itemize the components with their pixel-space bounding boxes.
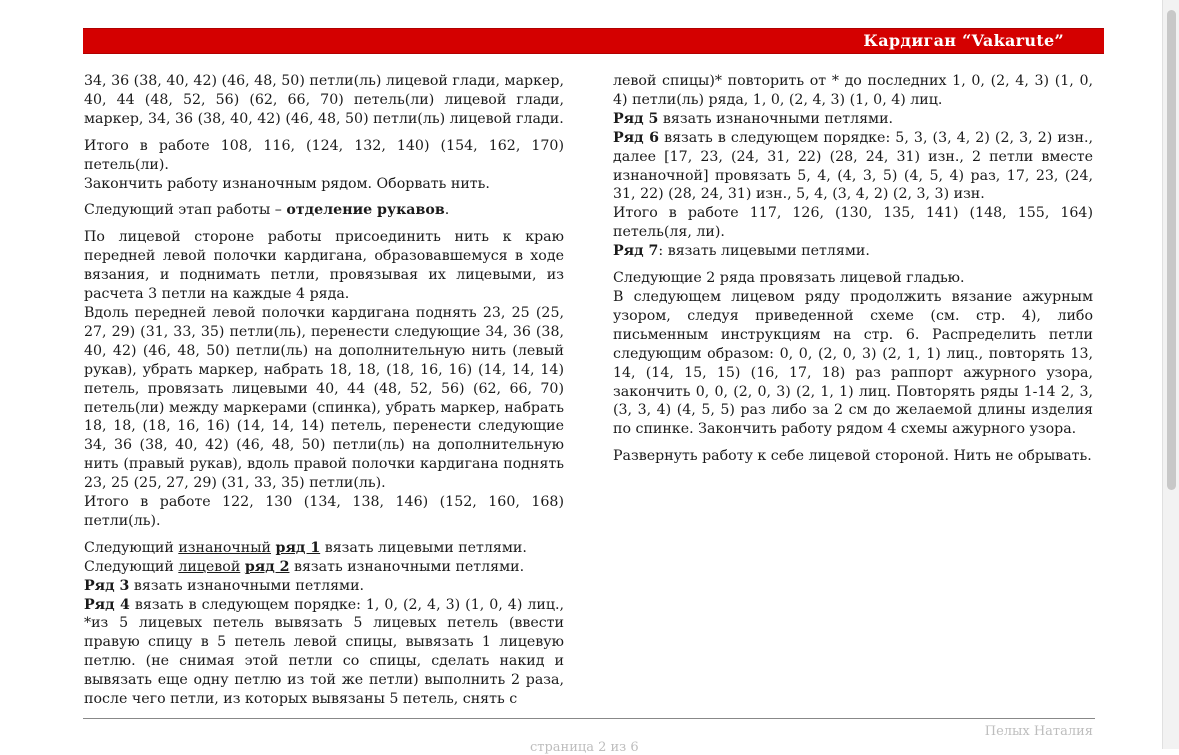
paragraph bbox=[613, 204, 1093, 242]
text-run: Следующий bbox=[84, 558, 179, 575]
text-run: Итого в работе 117, 126, (130, 135, 141) (148, 155, 164) петель(ля, ли). bbox=[613, 205, 1093, 241]
text-run: : вязать лицевыми петлями. bbox=[658, 243, 870, 260]
text-run: левой спицы)* повторить от * до последних 1, 0, (2, 4, 3) (1, 0, 4) петли(ль) ряда, 1, 0, (2, 4, 3) (1, 0, 4) лиц. bbox=[613, 73, 1093, 108]
bold-text: Ряд 4 bbox=[84, 596, 130, 613]
text-run: Развернуть работу к себе лицевой стороной. Нить не обрывать. bbox=[613, 448, 1092, 465]
paragraph-gap bbox=[84, 193, 564, 201]
text-run: По лицевой стороне работы присоединить нить к краю передней левой полочки кардигана, образовавшемуся в ходе вязания, и поднимать петли, провязывая их лицевыми, из расчета 3 петли на каждые 4 ряда. bbox=[84, 229, 564, 303]
paragraph bbox=[84, 304, 564, 493]
header-bar bbox=[83, 28, 1104, 54]
text-run: Следующий bbox=[84, 539, 179, 556]
paragraph-gap bbox=[613, 261, 1093, 269]
bold-text: Ряд 5 bbox=[613, 110, 659, 127]
paragraph-gap bbox=[613, 439, 1093, 447]
footer-divider bbox=[83, 718, 1095, 719]
right-column bbox=[613, 72, 1093, 466]
paragraph bbox=[84, 72, 564, 129]
text-run: Следующие 2 ряда провязать лицевой гладью. bbox=[613, 270, 965, 287]
text-run: вязать изнаночными петлями. bbox=[658, 110, 894, 127]
scrollbar[interactable] bbox=[1162, 0, 1179, 749]
paragraph bbox=[613, 447, 1093, 466]
bold-text: Ряд 7 bbox=[613, 243, 659, 260]
text-run: 34, 36 (38, 40, 42) (46, 48, 50) петли(ль) лицевой глади, маркер, 40, 44 (48, 52, 56) (62, 66, 70) петель(ли) лицевой глади, маркер, 34, 36 (38, 40, 42) (46, 48, 50) петли(ль) лицевой глади. bbox=[84, 73, 564, 127]
text-run: Вдоль передней левой полочки кардигана поднять 23, 25 (25, 27, 29) (31, 33, 35) петли(ль), перенести следующие 34, 36 (38, 40, 42) (46, 48, 50) петли(ль) на дополнительную нить (левый рукав), убрать маркер, набрать 18, 18, (18, 16, 16) (14, 14, 14) петель, провязать лицевыми 40, 44 (48, 52, 56) (62, 66, 70) петель(ли) между маркерами (спинка), убрать маркер, набрать 18, 18, (18, 16, 16) (14, 14, 14) петель, перенести следующие 34, 36 (38, 40, 42) (46, 48, 50) петли(ль) на дополнительную нить (правый рукав), вдоль правой полочки кардигана поднять 23, 25 (25, 27, 29) (31, 33, 35) петли(ль). bbox=[84, 304, 564, 492]
paragraph-gap bbox=[84, 129, 564, 137]
text-run: Итого в работе 108, 116, (124, 132, 140) (154, 162, 170) петель(ли). bbox=[84, 137, 564, 173]
paragraph bbox=[84, 493, 564, 531]
bold-text: ряд 2 bbox=[244, 558, 290, 575]
paragraph bbox=[84, 175, 564, 194]
bold-text: Ряд 6 bbox=[613, 129, 659, 146]
bold-text: ряд 1 bbox=[275, 539, 321, 556]
paragraph bbox=[613, 242, 1093, 261]
bold-text: Ряд 3 bbox=[84, 577, 130, 594]
paragraph-gap bbox=[84, 220, 564, 228]
paragraph bbox=[84, 137, 564, 175]
bold-text: отделение рукавов bbox=[286, 202, 445, 219]
footer-page-number: страница 2 из 6 bbox=[530, 740, 639, 755]
text-run: вязать в следующем порядке: 5, 3, (3, 4, 2) (2, 3, 2) изн., далее [17, 23, (24, 31, 22) (28, 24, 31) изн., 2 петли вместе изнаночной] провязать 5, 4, (4, 3, 5) (4, 5, 4) раз, 17, 23, (24, 31, 22) (28, 24, 31) изн., 5, 4, (3, 4, 2) (2, 3, 3) изн. bbox=[613, 129, 1094, 203]
scrollbar-thumb[interactable] bbox=[1167, 10, 1176, 490]
paragraph bbox=[613, 129, 1093, 205]
paragraph bbox=[613, 110, 1093, 129]
text-run: В следующем лицевом ряду продолжить вязание ажурным узором, следуя приведенной схеме (см. стр. 4), либо письменным инструкциям на стр. 6. Распределить петли следующим образом: 0, 0, (2, 0, 3) (2, 1, 1) лиц., повторять 13, 14, (14, 15, 15) (16, 17, 18) раз раппорт ажурного узора, закончить 0, 0, (2, 0, 3) (2, 1, 1) лиц. Повторять ряды 1-14 2, 3, (3, 3, 4) (4, 5, 5) раз либо за 2 см до желаемой длины изделия по спинке. Закончить работу рядом 4 схемы ажурного узора. bbox=[613, 288, 1093, 438]
text-run: Закончить работу изнаночным рядом. Оборвать нить. bbox=[84, 175, 490, 192]
text-run: лицевой bbox=[178, 558, 241, 575]
paragraph bbox=[84, 228, 564, 304]
text-run: изнаночный bbox=[178, 539, 272, 556]
left-column bbox=[84, 72, 564, 709]
footer-author: Пелых Наталия bbox=[984, 724, 1093, 739]
paragraph bbox=[84, 201, 564, 220]
paragraph bbox=[613, 269, 1093, 288]
paragraph bbox=[613, 72, 1093, 110]
text-run: вязать лицевыми петлями. bbox=[320, 539, 527, 556]
paragraph bbox=[84, 577, 564, 596]
paragraph bbox=[613, 288, 1093, 439]
paragraph bbox=[84, 596, 564, 709]
paragraph bbox=[84, 539, 564, 558]
document-title: Кардиган “Vakarute” bbox=[863, 31, 1064, 50]
text-run: вязать изнаночными петлями. bbox=[289, 558, 525, 575]
paragraph-gap bbox=[84, 531, 564, 539]
paragraph bbox=[84, 558, 564, 577]
text-run: вязать в следующем порядке: 1, 0, (2, 4, 3) (1, 0, 4) лиц., *из 5 лицевых петель вывязать 5 лицевых петель (ввести правую спицу в 5 петель левой спицы, вывязать 1 лицевую петлю. (не снимая этой петли со спицы, сделать накид и вывязать еще одну петлю из той же петли) выполнить 2 раза, после чего петли, из которых вывязаны 5 петель, снять с bbox=[84, 596, 564, 708]
text-run: Итого в работе 122, 130 (134, 138, 146) (152, 160, 168) петли(ль). bbox=[84, 494, 564, 529]
text-run: . bbox=[444, 202, 450, 219]
text-run: вязать изнаночными петлями. bbox=[129, 577, 365, 594]
text-run: Следующий этап работы – bbox=[84, 202, 287, 219]
